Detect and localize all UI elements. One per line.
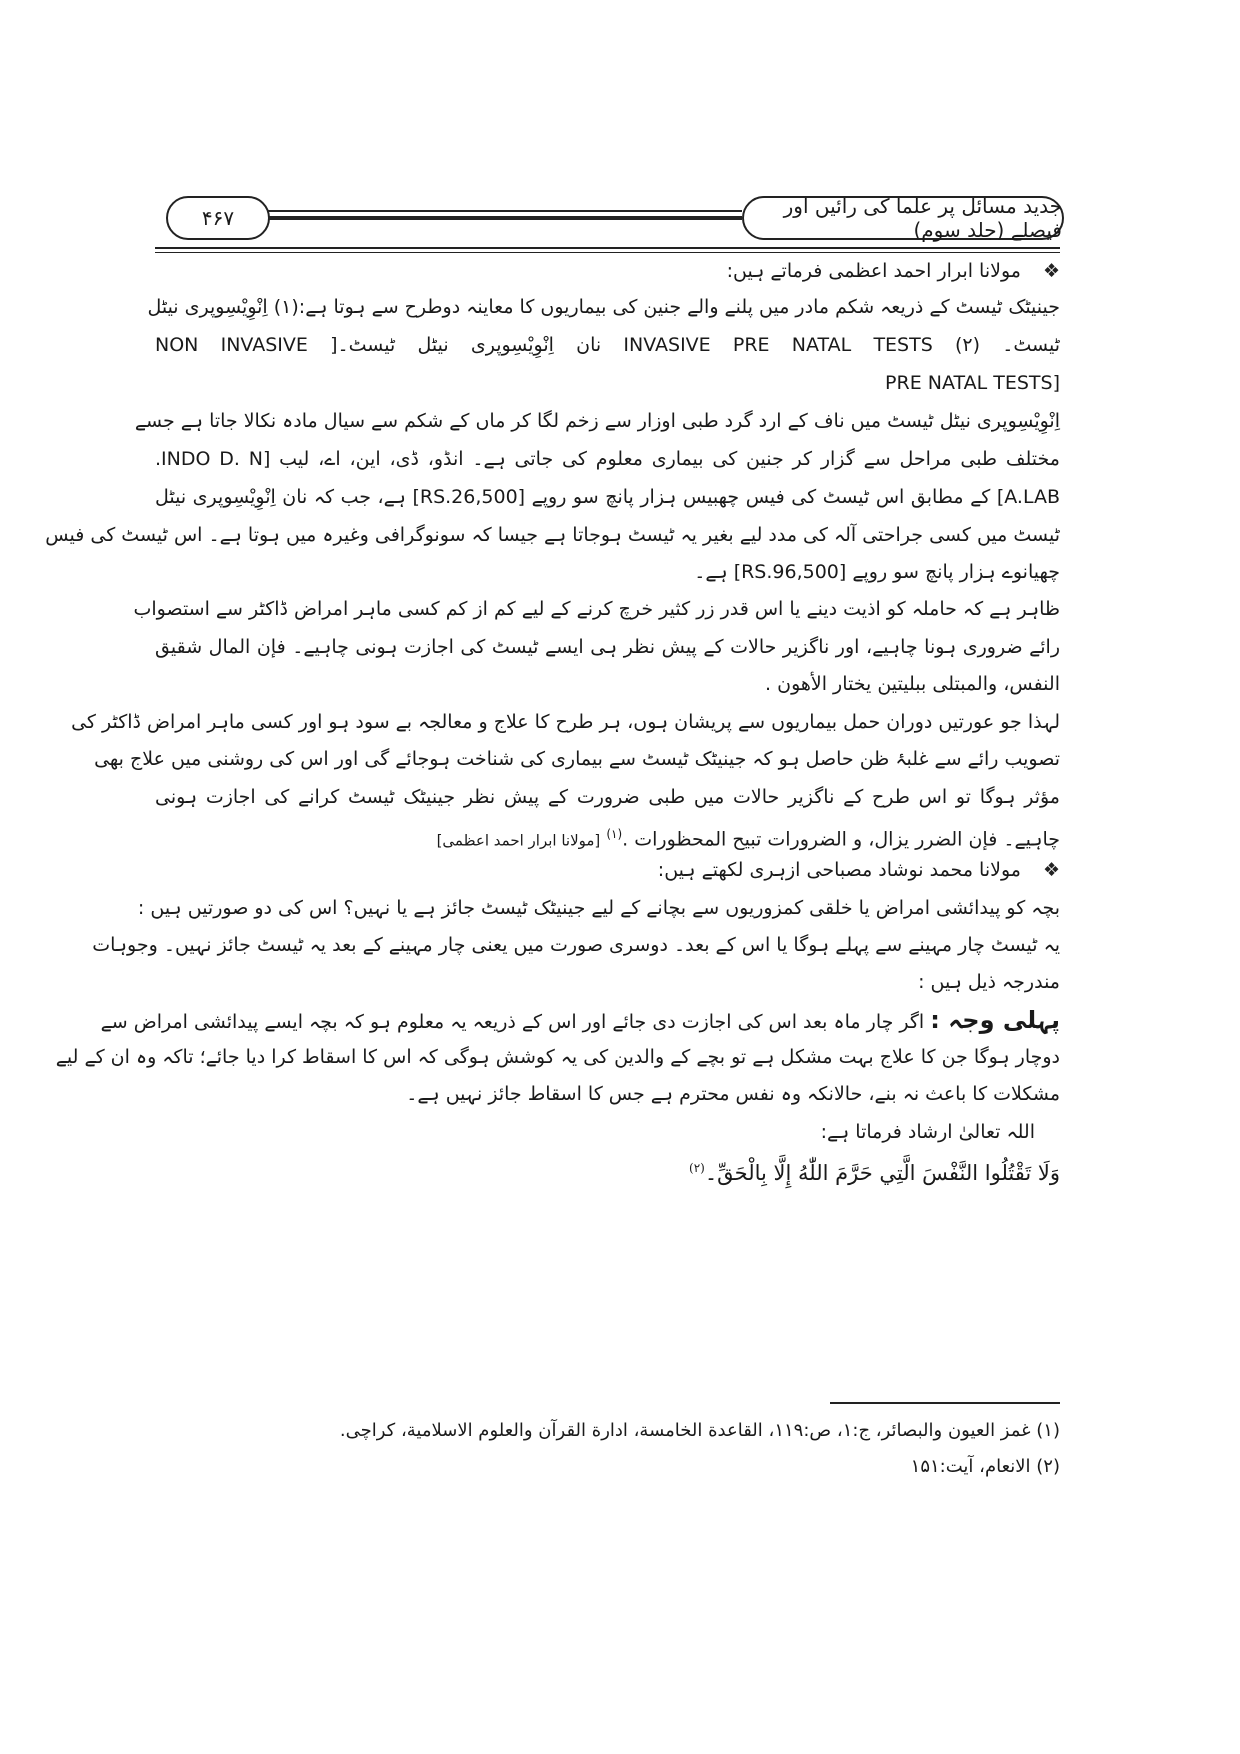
line-text: اگر چار ماہ بعد اس کی اجازت دی جائے اور اس کے ذریعہ یہ معلوم ہو کہ بچہ ایسے پیدائشی امراض سے (100, 1011, 925, 1033)
book-title-text: جدید مسائل پر علما کی رائیں اور فیصلے (جلد سوم) (783, 194, 1062, 242)
footnote-ref[interactable]: (۲) (689, 1161, 705, 1175)
header-divider-2 (155, 252, 1060, 253)
paragraph-line: ٹیسٹ۔ INVASIVE PRE NATAL TESTS (۲) نان اِنْوِیْسِوپری نیٹل ٹیسٹ۔[ NON INVASIVE (155, 334, 1061, 356)
paragraph-line (155, 819, 1060, 855)
paragraph-line: چھیانوے ہزار پانچ سو روپے [RS.96,500] ہے۔ (694, 561, 1060, 583)
paragraph-line: النفس، والمبتلى ببليتين يختار الأهون . (765, 673, 1060, 695)
heading-text: مولانا محمد نوشاد مصباحی ازہری لکھتے ہیں: (657, 859, 1021, 881)
diamond-bullet-icon: ❖ (1042, 260, 1060, 282)
quran-verse (155, 1153, 1060, 1188)
heading-text: مولانا ابرار احمد اعظمی فرماتے ہیں: (726, 260, 1021, 282)
paragraph-line: ظاہر ہے کہ حاملہ کو اذیت دینے یا اس قدر زر کثیر خرچ کرنے کے لیے کم از کم کسی ماہر امراض ڈاکٹر سے استصواب (133, 598, 1060, 620)
header-rule-top (268, 210, 742, 212)
footnote-ref[interactable]: (۱) (606, 827, 623, 841)
verse-text: وَلَا تَقْتُلُوا النَّفْسَ الَّتِي حَرَّمَ اللّٰهُ إِلَّا بِالْحَقِّ۔ (704, 1161, 1060, 1185)
section-heading-misbahi (155, 855, 1060, 885)
diamond-bullet-icon: ❖ (1042, 859, 1060, 881)
paragraph-line: مشکلات کا باعث نہ بنے، حالانکہ وہ نفس محترم ہے جس کا اسقاط جائز نہیں ہے۔ (406, 1083, 1060, 1105)
paragraph-line: جینیٹک ٹیسٹ کے ذریعہ شکم مادر میں پلنے والے جنین کی بیماریوں کا معاینہ دوطرح سے ہوتا ہے:(۱) اِنْوِیْسِوپری نیٹل (147, 296, 1060, 318)
paragraph-line: اِنْوِیْسِوپری نیٹل ٹیسٹ میں ناف کے ارد گرد طبی اوزار سے زخم لگا کر ماں کے شکم سے سیال مادہ نکالا جاتا ہے جسے (134, 410, 1060, 432)
paragraph-line: یہ ٹیسٹ چار مہینے سے پہلے ہوگا یا اس کے بعد۔ دوسری صورت میں یعنی چار مہینے کے بعد یہ ٹیسٹ جائز نہیں۔ وجوہات (92, 934, 1060, 956)
footnote-1: (۱) غمز العيون والبصائر، ج:۱، ص:۱۱۹، القاعدة الخامسة، ادارة القرآن والعلوم الاسلامية، كراچی. (339, 1420, 1060, 1441)
header-divider (155, 247, 1060, 249)
page-number (166, 196, 270, 240)
section-heading-azmi (155, 256, 1060, 286)
paragraph-line: مختلف طبی مراحل سے گزار کر جنین کی بیماری معلوم کی جاتی ہے۔ انڈو، ڈی، این، اے، لیب [INDO D. N. (155, 448, 1060, 470)
paragraph-line: [PRE NATAL TESTS (885, 372, 1060, 394)
footnote-2: (۲) الانعام، آیت:۱۵۱ (910, 1456, 1060, 1477)
paragraph-line: دوچار ہوگا جن کا علاج بہت مشکل ہے تو بچے کے والدین کی یہ کوشش ہوگی کہ اس کا اسقاط کرا دیا جائے؛ تاکہ وہ ان کے لیے (55, 1046, 1060, 1068)
paragraph-line: مندرجہ ذیل ہیں : (918, 971, 1060, 993)
paragraph-line: تصویب رائے سے غلبۂ ظن حاصل ہو کہ جینیٹک ٹیسٹ سے بیماری کی شناخت ہوجائے گی اور اس کی روشنی میں علاج بھی (94, 748, 1060, 770)
paragraph-line: ٹیسٹ میں کسی جراحتی آلہ کی مدد لیے بغیر یہ ٹیسٹ ہوجاتا ہے جیسا کہ سونوگرافی وغیرہ میں ہوتا ہے۔ اس ٹیسٹ کی فیس (45, 524, 1060, 546)
page-number-text: ۴۶۷ (201, 206, 235, 230)
paragraph-line (100, 1005, 1060, 1037)
paragraph-line: رائے ضروری ہونا چاہیے، اور ناگزیر حالات کے پیش نظر ہی ایسے ٹیسٹ کی اجازت ہونی چاہیے۔ فإن المال شقيق (155, 636, 1060, 658)
header-rule-bottom (268, 216, 742, 220)
first-reason-label: پہلی وجہ : (930, 1006, 1060, 1034)
paragraph-line: بچہ کو پیدائشی امراض یا خلقی کمزوریوں سے بچانے کے لیے جینیٹک ٹیسٹ جائز ہے یا نہیں؟ اس کی دو صورتیں ہیں : (137, 897, 1060, 919)
paragraph-line: A.LAB] کے مطابق اس ٹیسٹ کی فیس چھبیس ہزار پانچ سو روپے [RS.26,500] ہے، جب کہ نان اِنْوِیْسِوپری نیٹل (155, 486, 1060, 508)
footnote-rule (830, 1402, 1060, 1404)
quran-intro: اللہ تعالیٰ ارشاد فرماتا ہے: (820, 1121, 1035, 1143)
line-text: چاہیے۔ فإن الضرر يزال، و الضرورات تبيح المحظورات . (622, 828, 1060, 851)
paragraph-line: مؤثر ہوگا تو اس طرح کے ناگزیر حالات میں طبی ضرورت کے پیش نظر جینیٹک ٹیسٹ کرانے کی اجازت ہونی (155, 786, 1060, 808)
attribution: [مولانا ابرار احمد اعظمی] (436, 831, 601, 850)
book-title (742, 196, 1064, 240)
paragraph-line: لہذا جو عورتیں دوران حمل بیماریوں سے پریشان ہوں، ہر طرح کا علاج و معالجہ بے سود ہو اور کسی ماہر امراض ڈاکٹر کی (71, 711, 1060, 733)
